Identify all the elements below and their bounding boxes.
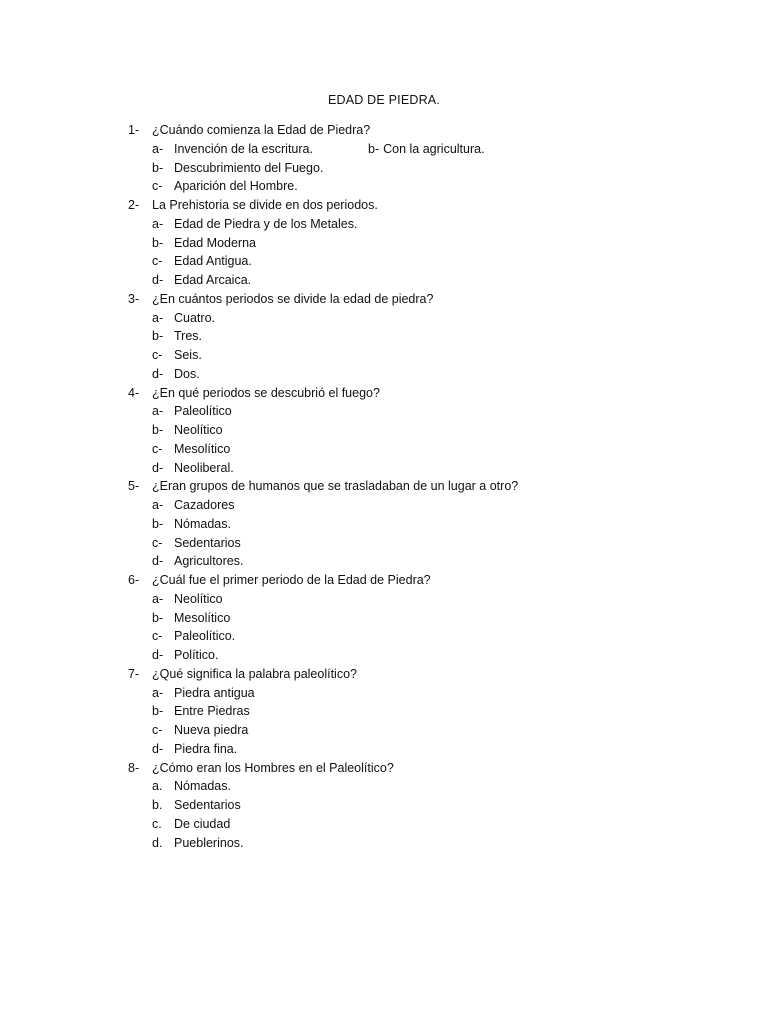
- option-text: Entre Piedras: [174, 704, 250, 719]
- option-text: Con la agricultura.: [383, 141, 485, 156]
- answer-option: [128, 684, 688, 703]
- answer-option: [128, 796, 688, 815]
- question-number: 4-: [128, 385, 140, 400]
- answer-option: [128, 421, 688, 440]
- option-text: Nómadas.: [174, 516, 231, 531]
- option-letter: d-: [152, 460, 164, 475]
- question-number: 7-: [128, 666, 140, 681]
- option-text: Cazadores: [174, 498, 235, 512]
- option-letter: c-: [152, 254, 163, 269]
- answer-option: [128, 365, 688, 384]
- answer-option-inline: [368, 140, 485, 159]
- option-text: Pueblerinos.: [174, 835, 244, 850]
- option-letter: b-: [152, 423, 164, 437]
- question-text: ¿Qué significa la palabra paleolítico?: [152, 666, 357, 681]
- question-8: [128, 759, 688, 778]
- option-text: Edad de Piedra y de los Metales.: [174, 216, 358, 231]
- answer-option: [128, 552, 688, 571]
- question-1: [128, 121, 688, 140]
- option-letter: c.: [152, 816, 162, 831]
- option-letter: c-: [152, 348, 163, 362]
- option-text: Neoliberal.: [174, 460, 234, 475]
- option-letter: b-: [152, 610, 164, 625]
- option-letter: d-: [152, 741, 164, 756]
- answer-option: [128, 777, 688, 796]
- option-text: De ciudad: [174, 816, 231, 831]
- option-text: Edad Arcaica.: [174, 273, 252, 287]
- question-number: 3-: [128, 291, 140, 306]
- answer-option: [128, 159, 688, 178]
- option-letter: a-: [152, 310, 164, 325]
- answer-option: [128, 402, 688, 421]
- option-text: Paleolítico.: [174, 629, 236, 644]
- option-text: Dos.: [174, 366, 200, 381]
- question-text: ¿Cuándo comienza la Edad de Piedra?: [152, 123, 371, 137]
- option-letter: b.: [152, 798, 163, 812]
- option-letter: d-: [152, 554, 164, 569]
- option-letter: d-: [152, 648, 164, 662]
- answer-option: [128, 346, 688, 365]
- question-number: 6-: [128, 573, 140, 587]
- answer-option: [128, 646, 688, 665]
- option-letter: d.: [152, 835, 163, 850]
- question-text: ¿En qué periodos se descubrió el fuego?: [152, 385, 380, 400]
- answer-option: [128, 815, 688, 834]
- option-letter: d-: [152, 273, 164, 287]
- answer-option: [128, 534, 688, 553]
- option-text: Mesolítico: [174, 610, 231, 625]
- option-letter: a-: [152, 141, 164, 156]
- question-text: ¿En cuántos periodos se divide la edad de piedra?: [152, 291, 434, 306]
- option-letter: c-: [152, 723, 163, 737]
- option-letter: a-: [152, 498, 164, 512]
- answer-option: [128, 609, 688, 628]
- question-number: 1-: [128, 123, 140, 137]
- answer-option: [128, 496, 688, 515]
- option-text: Neolítico: [174, 423, 223, 437]
- option-text: Sedentarios: [174, 798, 241, 812]
- option-letter: a-: [152, 591, 164, 606]
- option-letter: b-: [152, 235, 164, 250]
- option-text: Nómadas.: [174, 779, 231, 794]
- answer-option: [128, 721, 688, 740]
- answer-option: [128, 271, 688, 290]
- answer-option: [128, 515, 688, 534]
- option-letter: d-: [152, 366, 164, 381]
- option-text: Político.: [174, 648, 219, 662]
- option-letter: a-: [152, 216, 164, 231]
- answer-option: [128, 215, 688, 234]
- question-text: La Prehistoria se divide en dos periodos.: [152, 198, 378, 212]
- option-text: Piedra antigua: [174, 685, 255, 700]
- option-text: Mesolítico: [174, 441, 231, 456]
- question-5: [128, 477, 688, 496]
- answer-option: [128, 309, 688, 328]
- option-text: Sedentarios: [174, 535, 241, 550]
- option-letter: b-: [152, 704, 164, 719]
- option-text: Paleolítico: [174, 404, 232, 419]
- option-text: Cuatro.: [174, 310, 215, 325]
- answer-option: [128, 140, 688, 159]
- question-number: 2-: [128, 198, 140, 212]
- option-text: Edad Antigua.: [174, 254, 252, 269]
- answer-option: [128, 590, 688, 609]
- option-text: Piedra fina.: [174, 741, 238, 756]
- answer-option: [128, 327, 688, 346]
- question-text: ¿Cuál fue el primer periodo de la Edad de Piedra?: [152, 573, 431, 587]
- answer-option: [128, 627, 688, 646]
- question-6: [128, 571, 688, 590]
- question-text: ¿Eran grupos de humanos que se trasladaban de un lugar a otro?: [152, 479, 519, 494]
- option-letter: a-: [152, 404, 164, 419]
- option-letter: b-: [368, 141, 380, 156]
- option-text: Nueva piedra: [174, 723, 249, 737]
- question-3: [128, 290, 688, 309]
- option-letter: b-: [152, 329, 164, 344]
- question-7: [128, 665, 688, 684]
- answer-option: [128, 740, 688, 759]
- question-text: ¿Cómo eran los Hombres en el Paleolítico?: [152, 760, 394, 775]
- answer-option: [128, 177, 688, 196]
- question-list: [128, 121, 688, 852]
- answer-option: [128, 252, 688, 271]
- option-letter: c-: [152, 179, 163, 194]
- option-text: Descubrimiento del Fuego.: [174, 160, 324, 175]
- answer-option: [128, 834, 688, 853]
- option-letter: b-: [152, 160, 164, 175]
- question-number: 8-: [128, 760, 140, 775]
- option-text: Tres.: [174, 329, 203, 344]
- option-letter: a.: [152, 779, 163, 794]
- option-letter: b-: [152, 516, 164, 531]
- answer-option: [128, 459, 688, 478]
- option-letter: c-: [152, 629, 163, 644]
- answer-option: [128, 702, 688, 721]
- option-letter: c-: [152, 535, 163, 550]
- option-text: Aparición del Hombre.: [174, 179, 298, 194]
- question-4: [128, 384, 688, 403]
- option-text: Invención de la escritura.: [174, 141, 313, 156]
- answer-option: [128, 234, 688, 253]
- question-number: 5-: [128, 479, 140, 494]
- document-title: EDAD DE PIEDRA.: [327, 93, 441, 107]
- option-text: Edad Moderna: [174, 235, 257, 250]
- answer-option: [128, 440, 688, 459]
- option-text: Agricultores.: [174, 554, 244, 569]
- option-letter: a-: [152, 685, 164, 700]
- option-text: Seis.: [174, 348, 202, 362]
- option-letter: c-: [152, 441, 163, 456]
- question-2: [128, 196, 688, 215]
- option-text: Neolítico: [174, 591, 223, 606]
